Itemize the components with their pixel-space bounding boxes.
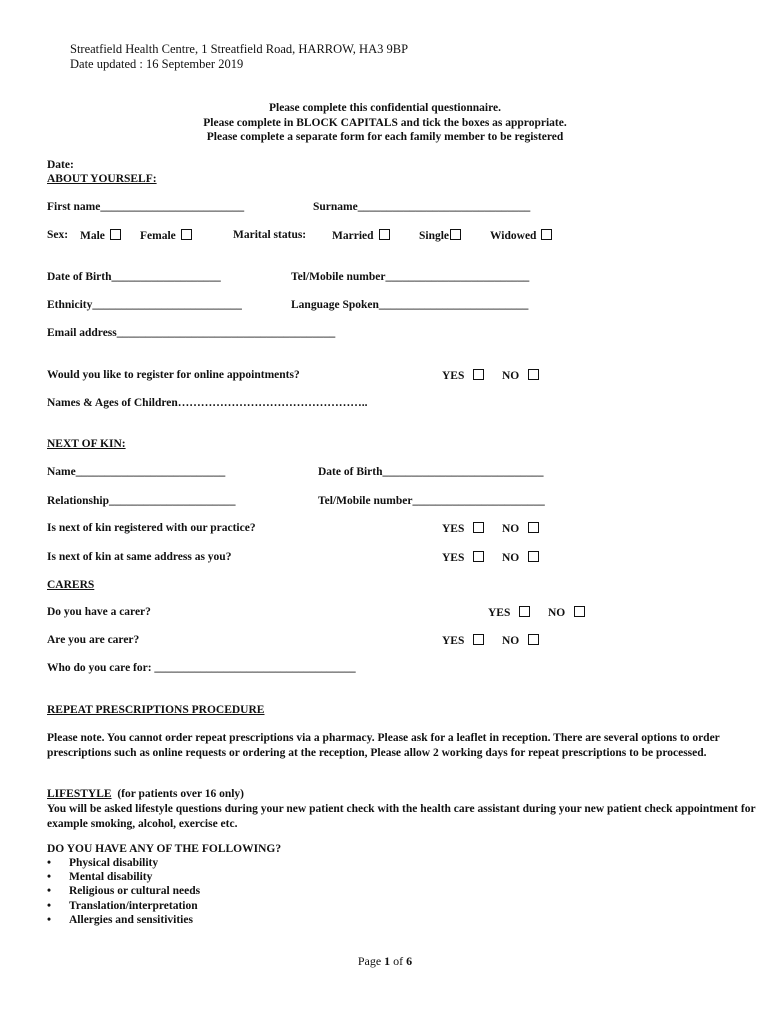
- are-carer-no-checkbox[interactable]: [528, 634, 539, 645]
- intro-line-3: Please complete a separate form for each family member to be registered: [206, 131, 564, 143]
- nok-address-no-checkbox[interactable]: [528, 551, 539, 562]
- single-checkbox[interactable]: [450, 229, 461, 240]
- page-of: of: [390, 954, 407, 968]
- yes-label: YES: [442, 370, 465, 382]
- list-item: • Physical disability: [47, 856, 200, 870]
- nok-name-field[interactable]: Name__________________________: [47, 466, 226, 478]
- have-carer-question: Do you have a carer?: [47, 606, 151, 618]
- email-field[interactable]: Email address______________________________________: [47, 327, 336, 339]
- nok-address-yes-option[interactable]: [442, 551, 484, 564]
- carers-heading: CARERS: [47, 579, 95, 591]
- have-carer-yes-option[interactable]: [488, 606, 530, 619]
- no-label: NO: [502, 635, 520, 647]
- yes-label: YES: [442, 523, 465, 535]
- male-checkbox[interactable]: [110, 229, 121, 240]
- are-carer-yes-checkbox[interactable]: [473, 634, 484, 645]
- next-of-kin-heading: NEXT OF KIN:: [47, 438, 126, 450]
- nok-registered-no-checkbox[interactable]: [528, 522, 539, 533]
- who-care-field[interactable]: Who do you care for: ___________________________________: [47, 662, 356, 674]
- nok-relationship-field[interactable]: Relationship______________________: [47, 495, 236, 507]
- nok-dob-field[interactable]: Date of Birth____________________________: [318, 466, 544, 478]
- list-item: • Mental disability: [47, 870, 200, 884]
- date-updated: Date updated : 16 September 2019: [70, 57, 244, 71]
- no-label: NO: [502, 370, 520, 382]
- about-heading: ABOUT YOURSELF:: [47, 173, 157, 185]
- tel-field[interactable]: Tel/Mobile number_________________________: [291, 271, 530, 283]
- dob-field[interactable]: Date of Birth___________________: [47, 271, 221, 283]
- children-field[interactable]: Names & Ages of Children…………………………………………..: [47, 397, 368, 409]
- page-number: [0, 954, 770, 969]
- no-label: NO: [502, 552, 520, 564]
- online-yes-checkbox[interactable]: [473, 369, 484, 380]
- male-option[interactable]: [80, 229, 121, 242]
- lifestyle-heading: LIFESTYLE: [47, 788, 112, 800]
- single-option[interactable]: [419, 229, 461, 242]
- practice-address: Streatfield Health Centre, 1 Streatfield Road, HARROW, HA3 9BP: [70, 42, 409, 56]
- married-option[interactable]: [332, 229, 390, 242]
- surname-field[interactable]: Surname______________________________: [313, 201, 531, 213]
- have-carer-no-option[interactable]: [548, 606, 585, 619]
- intro-line-1: Please complete this confidential questionnaire.: [268, 102, 501, 114]
- date-label: Date:: [47, 159, 74, 171]
- lifestyle-title: [47, 788, 244, 800]
- nok-registered-question: Is next of kin registered with our practice?: [47, 522, 256, 534]
- nok-registered-no-option[interactable]: [502, 522, 539, 535]
- have-carer-no-checkbox[interactable]: [574, 606, 585, 617]
- lifestyle-text: You will be asked lifestyle questions during your new patient check with the health care assistant during your new patient check appointment for example smoking, alcohol, exercise etc.: [47, 803, 756, 830]
- nok-tel-field[interactable]: Tel/Mobile number_______________________: [318, 495, 545, 507]
- page-prefix: Page: [357, 954, 385, 968]
- nok-address-question: Is next of kin at same address as you?: [47, 551, 232, 563]
- nok-address-yes-checkbox[interactable]: [473, 551, 484, 562]
- yes-label: YES: [442, 635, 465, 647]
- online-no-checkbox[interactable]: [528, 369, 539, 380]
- marital-status-label: Marital status:: [233, 229, 307, 241]
- are-carer-question: Are you are carer?: [47, 634, 140, 646]
- married-checkbox[interactable]: [379, 229, 390, 240]
- conditions-list: [47, 856, 200, 927]
- online-appointments-question: Would you like to register for online appointments?: [47, 369, 300, 381]
- have-carer-yes-checkbox[interactable]: [519, 606, 530, 617]
- no-label: NO: [548, 607, 566, 619]
- female-label: Female: [140, 230, 176, 242]
- language-field[interactable]: Language Spoken__________________________: [291, 299, 529, 311]
- first-name-field[interactable]: First name_________________________: [47, 201, 245, 213]
- yes-label: YES: [488, 607, 511, 619]
- are-carer-yes-option[interactable]: [442, 634, 484, 647]
- online-yes-option[interactable]: [442, 369, 484, 382]
- lifestyle-note: (for patients over 16 only): [117, 788, 245, 800]
- female-option[interactable]: [140, 229, 192, 242]
- list-item: • Translation/interpretation: [47, 899, 200, 913]
- yes-label: YES: [442, 552, 465, 564]
- repeat-prescriptions-text: Please note. You cannot order repeat prescriptions via a pharmacy. Please ask for a leaflet in reception. There are several options to order prescriptions such as online requests or ordering at the reception, Please allow 2 working days for repeat prescriptions to be processed.: [47, 732, 720, 759]
- male-label: Male: [80, 230, 105, 242]
- nok-registered-yes-checkbox[interactable]: [473, 522, 484, 533]
- online-no-option[interactable]: [502, 369, 539, 382]
- female-checkbox[interactable]: [181, 229, 192, 240]
- page-current: 1: [384, 954, 391, 968]
- list-item: • Allergies and sensitivities: [47, 913, 200, 927]
- sex-label: Sex:: [47, 229, 69, 241]
- nok-address-no-option[interactable]: [502, 551, 539, 564]
- widowed-option[interactable]: [490, 229, 552, 242]
- widowed-label: Widowed: [490, 230, 537, 242]
- single-label: Single: [419, 230, 450, 242]
- intro-line-2: Please complete in BLOCK CAPITALS and tick the boxes as appropriate.: [203, 117, 567, 129]
- page-total: 6: [406, 954, 413, 968]
- no-label: NO: [502, 523, 520, 535]
- list-item: • Religious or cultural needs: [47, 884, 200, 898]
- married-label: Married: [332, 230, 374, 242]
- repeat-prescriptions-heading: REPEAT PRESCRIPTIONS PROCEDURE: [47, 704, 265, 716]
- ethnicity-field[interactable]: Ethnicity__________________________: [47, 299, 242, 311]
- are-carer-no-option[interactable]: [502, 634, 539, 647]
- widowed-checkbox[interactable]: [541, 229, 552, 240]
- nok-registered-yes-option[interactable]: [442, 522, 484, 535]
- conditions-heading: DO YOU HAVE ANY OF THE FOLLOWING?: [47, 843, 282, 855]
